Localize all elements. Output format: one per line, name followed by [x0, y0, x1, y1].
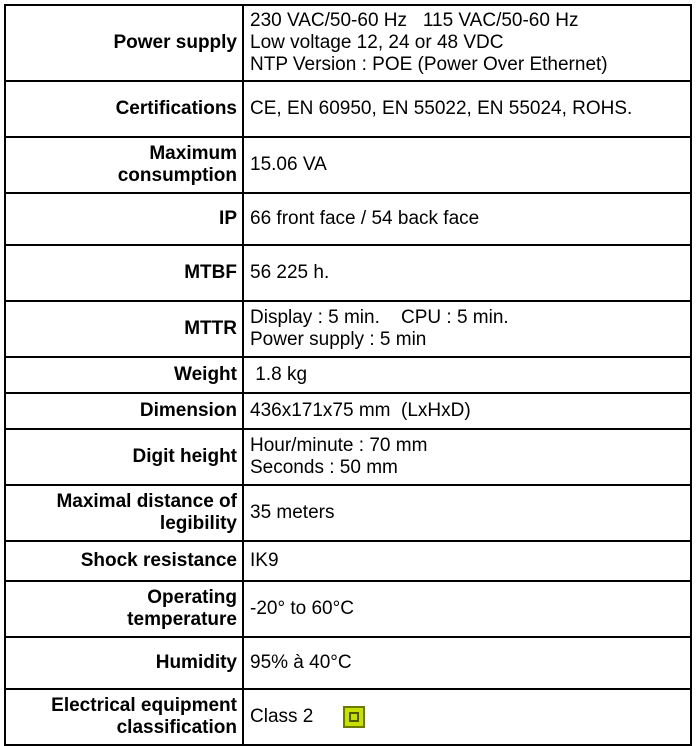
label-line: MTTR	[184, 318, 237, 339]
label-line: Electrical equipment	[51, 695, 237, 716]
specifications-table	[4, 4, 692, 746]
label-line: consumption	[117, 165, 237, 186]
table-row-certifications	[5, 81, 691, 137]
row-value	[243, 581, 691, 637]
label-line: Power supply	[113, 32, 237, 53]
row-label	[5, 137, 243, 193]
table-row-maximal-distance	[5, 485, 691, 541]
row-label	[5, 581, 243, 637]
table-row-mtbf	[5, 245, 691, 301]
value-line: Power supply : 5 min	[250, 329, 427, 350]
value-line: Low voltage 12, 24 or 48 VDC	[250, 32, 504, 53]
row-label	[5, 301, 243, 357]
table-row-shock-resistance	[5, 541, 691, 581]
label-line: Dimension	[139, 400, 237, 421]
row-value	[243, 137, 691, 193]
table-row-dimension	[5, 393, 691, 429]
row-label	[5, 245, 243, 301]
row-value	[243, 301, 691, 357]
label-line: Operating	[147, 587, 237, 608]
table-row-humidity	[5, 637, 691, 689]
table-row-maximum-consumption	[5, 137, 691, 193]
label-line: Humidity	[155, 652, 237, 673]
table-row-electrical-classification	[5, 689, 691, 745]
value-line: -20° to 60°C	[250, 598, 354, 619]
label-line: classification	[116, 717, 237, 738]
value-line: 56 225 h.	[250, 262, 330, 283]
row-value	[243, 541, 691, 581]
value-line: Seconds : 50 mm	[250, 457, 398, 478]
row-value	[243, 485, 691, 541]
row-value	[243, 245, 691, 301]
class-2-double-square-icon	[343, 706, 365, 728]
row-label	[5, 689, 243, 745]
row-label	[5, 357, 243, 393]
table-row-mttr	[5, 301, 691, 357]
row-label	[5, 485, 243, 541]
label-line: Weight	[174, 364, 237, 385]
row-value	[243, 357, 691, 393]
value-line: NTP Version : POE (Power Over Ethernet)	[250, 54, 608, 75]
value-line: 95% à 40°C	[250, 652, 352, 673]
value-line: 66 front face / 54 back face	[250, 208, 480, 229]
value-line: 230 VAC/50-60 Hz 115 VAC/50-60 Hz	[250, 10, 579, 31]
row-value	[243, 429, 691, 485]
value-line: 1.8 kg	[250, 364, 308, 385]
row-label	[5, 541, 243, 581]
value-line: 436x171x75 mm (LxHxD)	[250, 400, 471, 421]
row-label	[5, 393, 243, 429]
value-line: Class 2	[250, 706, 314, 727]
class-2-inner-square	[349, 712, 359, 722]
row-value	[243, 193, 691, 245]
value-line: Hour/minute : 70 mm	[250, 435, 428, 456]
label-line: Maximal distance of	[56, 491, 237, 512]
table-row-operating-temperature	[5, 581, 691, 637]
row-value	[243, 81, 691, 137]
value-line: IK9	[250, 550, 279, 571]
label-line: MTBF	[184, 262, 237, 283]
label-line: Certifications	[115, 98, 237, 119]
row-value	[243, 393, 691, 429]
value-line: 15.06 VA	[250, 154, 327, 175]
row-value	[243, 5, 691, 81]
value-line: Display : 5 min. CPU : 5 min.	[250, 307, 509, 328]
row-label	[5, 81, 243, 137]
label-line: Digit height	[132, 446, 237, 467]
row-label	[5, 5, 243, 81]
row-label	[5, 193, 243, 245]
row-label	[5, 637, 243, 689]
row-label	[5, 429, 243, 485]
label-line: Shock resistance	[80, 550, 237, 571]
table-row-power-supply	[5, 5, 691, 81]
table-row-weight	[5, 357, 691, 393]
row-value	[243, 689, 691, 745]
label-line: legibility	[159, 513, 237, 534]
label-line: temperature	[127, 609, 237, 630]
table-row-ip	[5, 193, 691, 245]
value-line: CE, EN 60950, EN 55022, EN 55024, ROHS.	[250, 98, 633, 119]
row-value	[243, 637, 691, 689]
value-line: 35 meters	[250, 502, 335, 523]
table-row-digit-height	[5, 429, 691, 485]
label-line: IP	[219, 208, 237, 229]
label-line: Maximum	[149, 143, 237, 164]
